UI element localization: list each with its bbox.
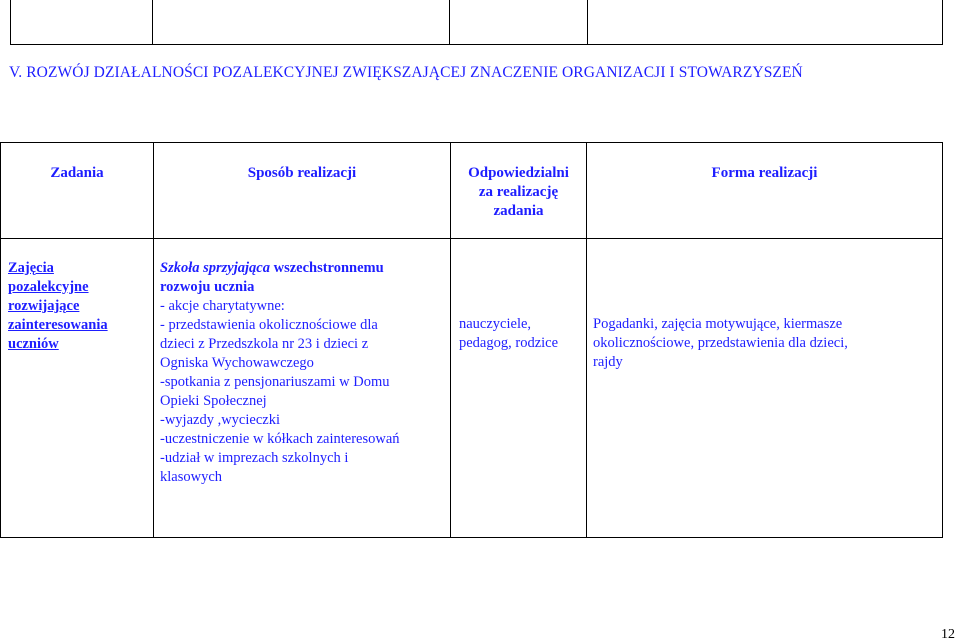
header-odpowiedzialni-line: zadania <box>493 203 544 219</box>
sposob-lead <box>160 259 446 278</box>
header-cell-forma <box>586 142 943 238</box>
sposob-line: klasowych <box>160 469 223 485</box>
sposob-line: -uczestniczenie w kółkach zainteresowań <box>160 431 400 447</box>
previous-table-cell <box>10 0 153 45</box>
header-cell-sposob <box>153 142 450 238</box>
page-number: 12 <box>941 627 955 642</box>
zadanie-line: uczniów <box>8 336 59 352</box>
header-cell-odpowiedzialni <box>450 142 586 238</box>
zadanie-line: Zajęcia <box>8 260 54 276</box>
cell-odpowiedzialni <box>450 238 586 538</box>
cell-sposob <box>153 238 450 538</box>
header-cell-zadania <box>0 142 153 238</box>
odpowiedzialni-line: pedagog, rodzice <box>459 335 559 351</box>
section-title: V. ROZWÓJ DZIAŁALNOŚCI POZALEKCYJNEJ ZWIĘKSZAJĄCEJ ZNACZENIE ORGANIZACJI I STOWARZYSZEŃ <box>9 64 803 81</box>
header-forma: Forma realizacji <box>711 165 818 181</box>
odpowiedzialni-text <box>459 315 558 353</box>
sposob-lead-rest: wszechstronnemu <box>269 260 384 276</box>
sposob-text <box>160 259 446 487</box>
zadanie-line: pozalekcyjne <box>8 279 89 295</box>
sposob-line: dzieci z Przedszkola nr 23 i dzieci z <box>160 336 369 352</box>
sposob-line: -spotkania z pensjonariuszami w Domu <box>160 374 390 390</box>
sposob-lead-italic: Szkoła sprzyjająca <box>160 260 270 276</box>
table-header-row <box>0 142 943 238</box>
forma-line: okolicznościowe, przedstawienia dla dzieci, <box>593 335 848 351</box>
cell-forma <box>586 238 943 538</box>
sposob-line: Ogniska Wychowawczego <box>160 355 314 371</box>
zadanie-line: rozwijające <box>8 298 80 314</box>
forma-line: rajdy <box>593 354 623 370</box>
forma-line: Pogadanki, zajęcia motywujące, kiermasze <box>593 316 843 332</box>
sposob-line: - akcje charytatywne: <box>160 298 285 314</box>
sposob-line: Opieki Społecznej <box>160 393 267 409</box>
sposob-line: - przedstawienia okolicznościowe dla <box>160 317 378 333</box>
table-row <box>0 238 943 538</box>
previous-table-fragment <box>0 0 943 46</box>
forma-text <box>593 315 938 372</box>
header-sposob: Sposób realizacji <box>247 165 357 181</box>
zadanie-text <box>8 259 108 354</box>
header-odpowiedzialni-line: za realizację <box>478 184 559 200</box>
header-odpowiedzialni-line: Odpowiedzialni <box>468 165 569 181</box>
sposob-lead-line2: rozwoju ucznia <box>160 279 255 295</box>
sposob-line: -udział w imprezach szkolnych i <box>160 450 349 466</box>
previous-table-cell <box>151 0 450 45</box>
previous-table-cell <box>587 0 943 45</box>
previous-table-cell <box>449 0 588 45</box>
odpowiedzialni-line: nauczyciele, <box>459 316 532 332</box>
sposob-line: -wyjazdy ,wycieczki <box>160 412 280 428</box>
cell-zadanie <box>0 238 153 538</box>
header-zadania: Zadania <box>50 165 104 181</box>
zadanie-line: zainteresowania <box>8 317 108 333</box>
